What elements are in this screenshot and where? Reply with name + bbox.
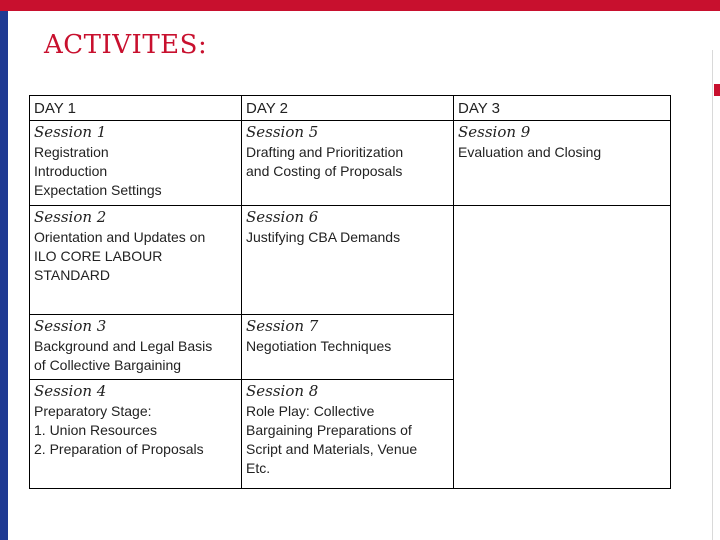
table-header-row	[30, 96, 671, 121]
session-7-title: Session 7	[246, 317, 319, 335]
session-1-cell	[30, 121, 242, 206]
session-8-cell	[242, 380, 454, 489]
day-2-header-cell	[242, 96, 454, 121]
session-4-title: Session 4	[34, 382, 107, 400]
session-9-activities: Evaluation and Closing	[458, 144, 602, 160]
right-divider-line	[712, 50, 713, 540]
day-1-label: DAY 1	[34, 99, 76, 117]
session-2-title: Session 2	[34, 208, 107, 226]
activities-table	[29, 95, 671, 489]
session-8-activities: Role Play: Collective Bargaining Preparations of Script and Materials, Venue Etc.	[246, 403, 418, 476]
session-4-activities: Preparatory Stage: 1. Union Resources 2. Preparation of Proposals	[34, 403, 204, 457]
session-9-cell	[454, 121, 671, 206]
session-7-activities: Negotiation Techniques	[246, 338, 392, 354]
day-1-header-cell	[30, 96, 242, 121]
session-5-activities: Drafting and Prioritization and Costing of Proposals	[246, 144, 404, 179]
session-3-activities: Background and Legal Basis of Collective Bargaining	[34, 338, 213, 373]
session-3-cell	[30, 315, 242, 380]
session-6-title: Session 6	[246, 208, 319, 226]
right-accent-marker	[714, 84, 720, 96]
session-2-activities: Orientation and Updates on ILO CORE LABOUR STANDARD	[34, 229, 206, 283]
session-1-title: Session 1	[34, 123, 107, 141]
session-6-cell	[242, 206, 454, 315]
day-3-label: DAY 3	[458, 99, 500, 117]
table-row	[30, 121, 671, 206]
session-3-title: Session 3	[34, 317, 107, 335]
session-4-cell	[30, 380, 242, 489]
top-accent-bar	[0, 0, 720, 11]
session-5-cell	[242, 121, 454, 206]
day-2-label: DAY 2	[246, 99, 288, 117]
day-3-header-cell	[454, 96, 671, 121]
session-1-activities: Registration Introduction Expectation Settings	[34, 144, 162, 198]
day-3-empty-cell	[454, 206, 671, 489]
page-title: ACTIVITES:	[44, 30, 208, 60]
session-2-cell	[30, 206, 242, 315]
table-row	[30, 206, 671, 315]
left-accent-bar	[0, 11, 8, 540]
session-5-title: Session 5	[246, 123, 319, 141]
session-7-cell	[242, 315, 454, 380]
session-8-title: Session 8	[246, 382, 319, 400]
session-6-activities: Justifying CBA Demands	[246, 229, 401, 245]
session-9-title: Session 9	[458, 123, 531, 141]
